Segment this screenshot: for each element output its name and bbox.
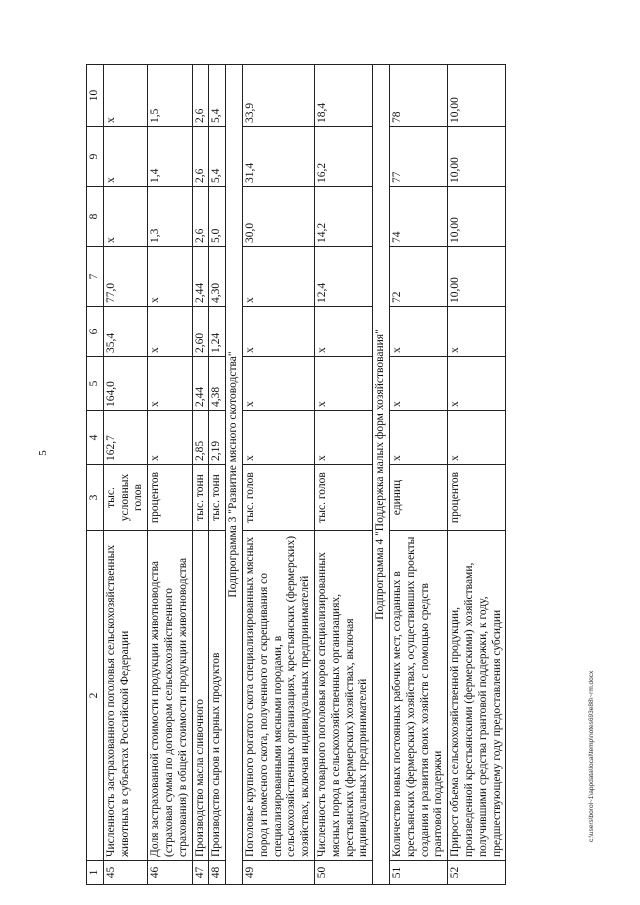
table-row	[314, 65, 372, 885]
table-row	[448, 65, 506, 885]
table-cell: Производство масла сливочного	[192, 531, 209, 861]
table-header-row	[87, 65, 104, 885]
table-cell: 7	[87, 247, 104, 307]
table-cell: 35,4	[103, 307, 147, 357]
table-row	[389, 65, 447, 885]
table-cell: 50	[314, 861, 372, 885]
table-row	[209, 65, 226, 885]
table-row	[103, 65, 147, 885]
table-cell: х	[103, 127, 147, 187]
table-cell: 1,5	[148, 65, 192, 127]
table-cell: 5,4	[209, 127, 226, 187]
table-cell: 14,2	[314, 187, 372, 247]
table-row	[192, 65, 209, 885]
table-cell: х	[148, 247, 192, 307]
table-cell: 3	[87, 465, 104, 531]
table-cell: 5	[87, 357, 104, 411]
table-cell: 77,0	[103, 247, 147, 307]
section-row-subprogram-4	[373, 65, 390, 885]
table-cell: 30,0	[242, 187, 314, 247]
table-cell: 2,6	[192, 65, 209, 127]
table-cell: х	[448, 307, 506, 357]
table-cell: 33,9	[242, 65, 314, 127]
table-cell: процентов	[448, 465, 506, 531]
table-cell: 48	[209, 861, 226, 885]
table-cell: 164,0	[103, 357, 147, 411]
table-cell: 31,4	[242, 127, 314, 187]
table-cell: 4	[87, 411, 104, 465]
table-cell: 16,2	[314, 127, 372, 187]
table-cell: х	[103, 187, 147, 247]
table-cell: Прирост объема сельскохозяйственной продукции, произведенной крестьянскими (фермерскими) хозяйствами, получившими средства грантовой поддержки, к году, предшествующему году предоставления субсидии	[448, 531, 506, 861]
table-cell: 2,44	[192, 357, 209, 411]
section-heading: Подпрограмма 4 "Поддержка малых форм хозяйствования"	[373, 65, 390, 885]
table-cell: единиц	[389, 465, 447, 531]
table-cell: 10,00	[448, 127, 506, 187]
table-cell: х	[242, 411, 314, 465]
table-cell: тыс. тонн	[192, 465, 209, 531]
table-cell: Численность товарного поголовья коров специализированных мясных пород в сельскохозяйственных организациях, крестьянских (фермерских) хозяйствах, включая индивидуальных предпринимателей	[314, 531, 372, 861]
table-cell: тыс. голов	[242, 465, 314, 531]
table-cell: Производство сыров и сырных продуктов	[209, 531, 226, 861]
section-row-subprogram-3	[226, 65, 243, 885]
table-cell: х	[148, 357, 192, 411]
table-cell: х	[148, 307, 192, 357]
table-cell: 1	[87, 861, 104, 885]
table-cell: 49	[242, 861, 314, 885]
table-cell: 18,4	[314, 65, 372, 127]
table-cell: х	[389, 307, 447, 357]
file-path: c:\users\borol~1\appdata\local\temp\notes693e88\~rm.docx	[588, 670, 595, 842]
table-row	[148, 65, 192, 885]
table-cell: х	[389, 357, 447, 411]
table-cell: тыс. тонн	[209, 465, 226, 531]
table-cell: 1,24	[209, 307, 226, 357]
indicator-table	[86, 64, 506, 885]
table-cell: Доля застрахованной стоимости продукции животноводства (страховая сумма по договорам сельскохозяйственного страхования) в общей стоимости продукции животноводства	[148, 531, 192, 861]
table-cell: Количество новых постоянных рабочих мест, созданных в крестьянских (фермерских) хозяйствах, осуществивших проекты создания и развития своих хозяйств с помощью средств грантовой поддержки	[389, 531, 447, 861]
table-cell: 2,60	[192, 307, 209, 357]
table-cell: 2,19	[209, 411, 226, 465]
table-cell: х	[314, 357, 372, 411]
table-row	[242, 65, 314, 885]
section-heading: Подпрограмма 3 "Развитие мясного скотоводства"	[226, 65, 243, 885]
table-cell: Численность застрахованного поголовья сельскохозяйственных животных в субъектах Российской Федерации	[103, 531, 147, 861]
table-cell: 1,3	[148, 187, 192, 247]
table-cell: процентов	[148, 465, 192, 531]
table-cell: 10,00	[448, 187, 506, 247]
table-cell: 72	[389, 247, 447, 307]
table-cell: 10	[87, 65, 104, 127]
table-cell: 6	[87, 307, 104, 357]
table-cell: 4,30	[209, 247, 226, 307]
table-cell: х	[242, 307, 314, 357]
table-cell: 2,6	[192, 187, 209, 247]
table-cell: х	[314, 307, 372, 357]
table-cell: х	[103, 65, 147, 127]
table-cell: 4,38	[209, 357, 226, 411]
table-cell: 77	[389, 127, 447, 187]
table-cell: 2,85	[192, 411, 209, 465]
table-cell: тыс. условных голов	[103, 465, 147, 531]
table-cell: 52	[448, 861, 506, 885]
table-cell: х	[448, 357, 506, 411]
table-cell: 10,00	[448, 65, 506, 127]
table-cell: х	[242, 247, 314, 307]
table-cell: 9	[87, 127, 104, 187]
table-cell: х	[448, 411, 506, 465]
table-cell: 2,6	[192, 127, 209, 187]
table-cell: 12,4	[314, 247, 372, 307]
page-number: 5	[36, 450, 49, 456]
table-cell: 74	[389, 187, 447, 247]
rotated-table-container	[86, 65, 591, 885]
table-cell: х	[148, 411, 192, 465]
table-cell: х	[242, 357, 314, 411]
table-cell: 2,44	[192, 247, 209, 307]
table-cell: 45	[103, 861, 147, 885]
table-cell: 5,0	[209, 187, 226, 247]
table-cell: 1,4	[148, 127, 192, 187]
table-cell: 162,7	[103, 411, 147, 465]
table-cell: 78	[389, 65, 447, 127]
table-cell: 5,4	[209, 65, 226, 127]
table-cell: 2	[87, 531, 104, 861]
table-cell: 46	[148, 861, 192, 885]
table-cell: х	[314, 411, 372, 465]
table-cell: 47	[192, 861, 209, 885]
table-cell: 51	[389, 861, 447, 885]
table-cell: тыс. голов	[314, 465, 372, 531]
table-cell: 10,00	[448, 247, 506, 307]
table-cell: х	[389, 411, 447, 465]
table-cell: 8	[87, 187, 104, 247]
table-cell: Поголовье крупного рогатого скота специализированных мясных пород и помесного скота, полученного от скрещивания со специализированными мясными породами, в сельскохозяйственных организациях, крестьянских (фермерских) хозяйствах, включая индивидуальных предпринимателей	[242, 531, 314, 861]
